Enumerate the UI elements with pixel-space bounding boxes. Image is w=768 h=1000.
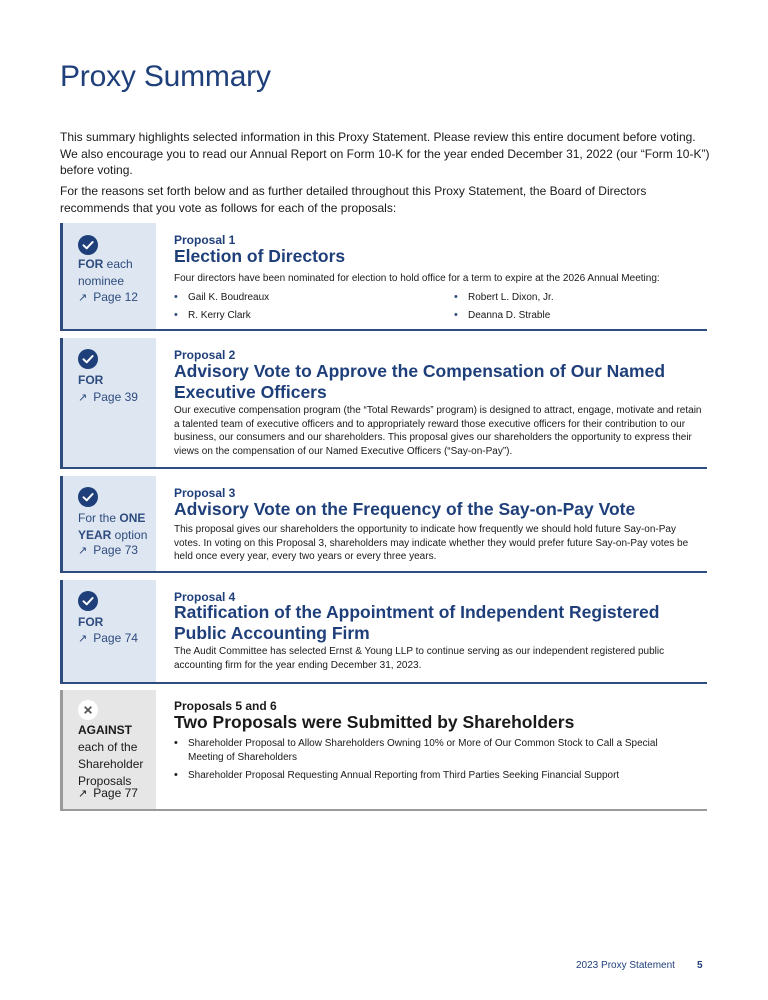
nominee-item: • Robert L. Dixon, Jr. [454, 291, 554, 305]
page-number: 5 [697, 960, 703, 971]
footer-title: 2023 Proxy Statement [576, 960, 675, 971]
proposal-label: Proposals 5 and 6 [174, 699, 277, 713]
page-footer [576, 960, 703, 971]
proposal-title: Two Proposals were Submitted by Shareholders [174, 712, 575, 732]
page-title: Proxy Summary [60, 60, 271, 93]
vote-recommendation-panel [60, 690, 156, 809]
proposal-description: The Audit Committee has selected Ernst & Young LLP to continue serving as our independent registered public accounting firm for the year ending December 31, 2023. [174, 646, 665, 671]
proposal-title: Ratification of the Appointment of Independent Registered Public Accounting Firm [174, 602, 660, 643]
x-mark-icon [78, 700, 98, 720]
proposal-title: Advisory Vote on the Frequency of the Say-on-Pay Vote [174, 499, 636, 519]
arrow-up-right-icon: ↗ [78, 633, 88, 645]
proposal-card [60, 580, 707, 684]
proposal-card [60, 338, 707, 469]
arrow-up-right-icon: ↗ [78, 392, 88, 404]
intro-paragraph: For the reasons set forth below and as further detailed throughout this Proxy Statement, the Board of Directors recommends that you vote as follows for each of the proposals: [60, 184, 647, 215]
vote-recommendation: AGAINST each of the Shareholder Proposals [78, 723, 144, 788]
shareholder-proposal-item: • Shareholder Proposal to Allow Shareholders Owning 10% or More of Our Common Stock to Call a Special Meeting of Shareholders [174, 737, 688, 764]
vote-recommendation-panel [60, 338, 156, 467]
proposal-description: This proposal gives our shareholders the opportunity to indicate how frequently we should hold future Say-on-Pay votes. In voting on this Proposal 3, shareholders may indicate whether they would prefer future Say-on-Pay votes be held once every year, every two years or every three years. [174, 524, 689, 563]
vote-recommendation: FOR [78, 373, 104, 387]
page-reference-link[interactable]: ↗ Page 12 [78, 290, 138, 304]
page-reference-link[interactable]: ↗ Page 74 [78, 631, 138, 645]
proposal-label: Proposal 3 [174, 486, 236, 500]
vote-recommendation: FOR [78, 615, 104, 629]
proposal-card [60, 223, 707, 331]
checkmark-icon [78, 349, 98, 369]
proposal-card [60, 690, 707, 811]
page-reference-link[interactable]: ↗ Page 39 [78, 390, 138, 404]
proposal-title: Advisory Vote to Approve the Compensation of Our Named Executive Officers [174, 361, 666, 402]
shareholder-proposal-item: • Shareholder Proposal Requesting Annual Reporting from Third Parties Seeking Financial Support [174, 769, 688, 783]
vote-recommendation: For the ONE YEAR option [78, 511, 148, 542]
arrow-up-right-icon: ↗ [78, 545, 88, 557]
checkmark-icon [78, 235, 98, 255]
vote-recommendation: FOR each nominee [78, 257, 133, 288]
nominee-item: • Deanna D. Strable [454, 309, 550, 323]
vote-recommendation-panel [60, 223, 156, 329]
intro-paragraph: This summary highlights selected information in this Proxy Statement. Please review this entire document before voting. We also encourage you to read our Annual Report on Form 10-K for the year ended December 31, 2022 (our “Form 10-K”) before voting. [60, 130, 710, 177]
vote-recommendation-panel [60, 580, 156, 682]
proposal-description: Four directors have been nominated for election to hold office for a term to expire at the 2026 Annual Meeting: [174, 273, 660, 284]
nominee-item: • Gail K. Boudreaux [174, 291, 269, 305]
page-reference-link[interactable]: ↗ Page 73 [78, 543, 138, 557]
checkmark-icon [78, 591, 98, 611]
checkmark-icon [78, 487, 98, 507]
nominee-item: • R. Kerry Clark [174, 309, 251, 323]
proposal-card [60, 476, 707, 573]
proposal-description: Our executive compensation program (the “Total Rewards” program) is designed to attract, engage, motivate and retain a talented team of executive officers and to appropriately reward those executive officers for their contribution to our business, our consumers and our shareholders. This proposal gives our shareholders the opportunity to express their views on the compensation of our Named Executive Officers (“Say-on-Pay”). [174, 405, 702, 457]
page-reference-link[interactable]: ↗ Page 77 [78, 786, 138, 800]
vote-recommendation-panel [60, 476, 156, 571]
proposal-title: Election of Directors [174, 246, 346, 266]
arrow-up-right-icon: ↗ [78, 292, 88, 304]
arrow-up-right-icon: ↗ [78, 788, 88, 800]
proposal-label: Proposal 2 [174, 348, 236, 362]
proposal-label: Proposal 4 [174, 590, 236, 604]
proposal-label: Proposal 1 [174, 233, 236, 247]
